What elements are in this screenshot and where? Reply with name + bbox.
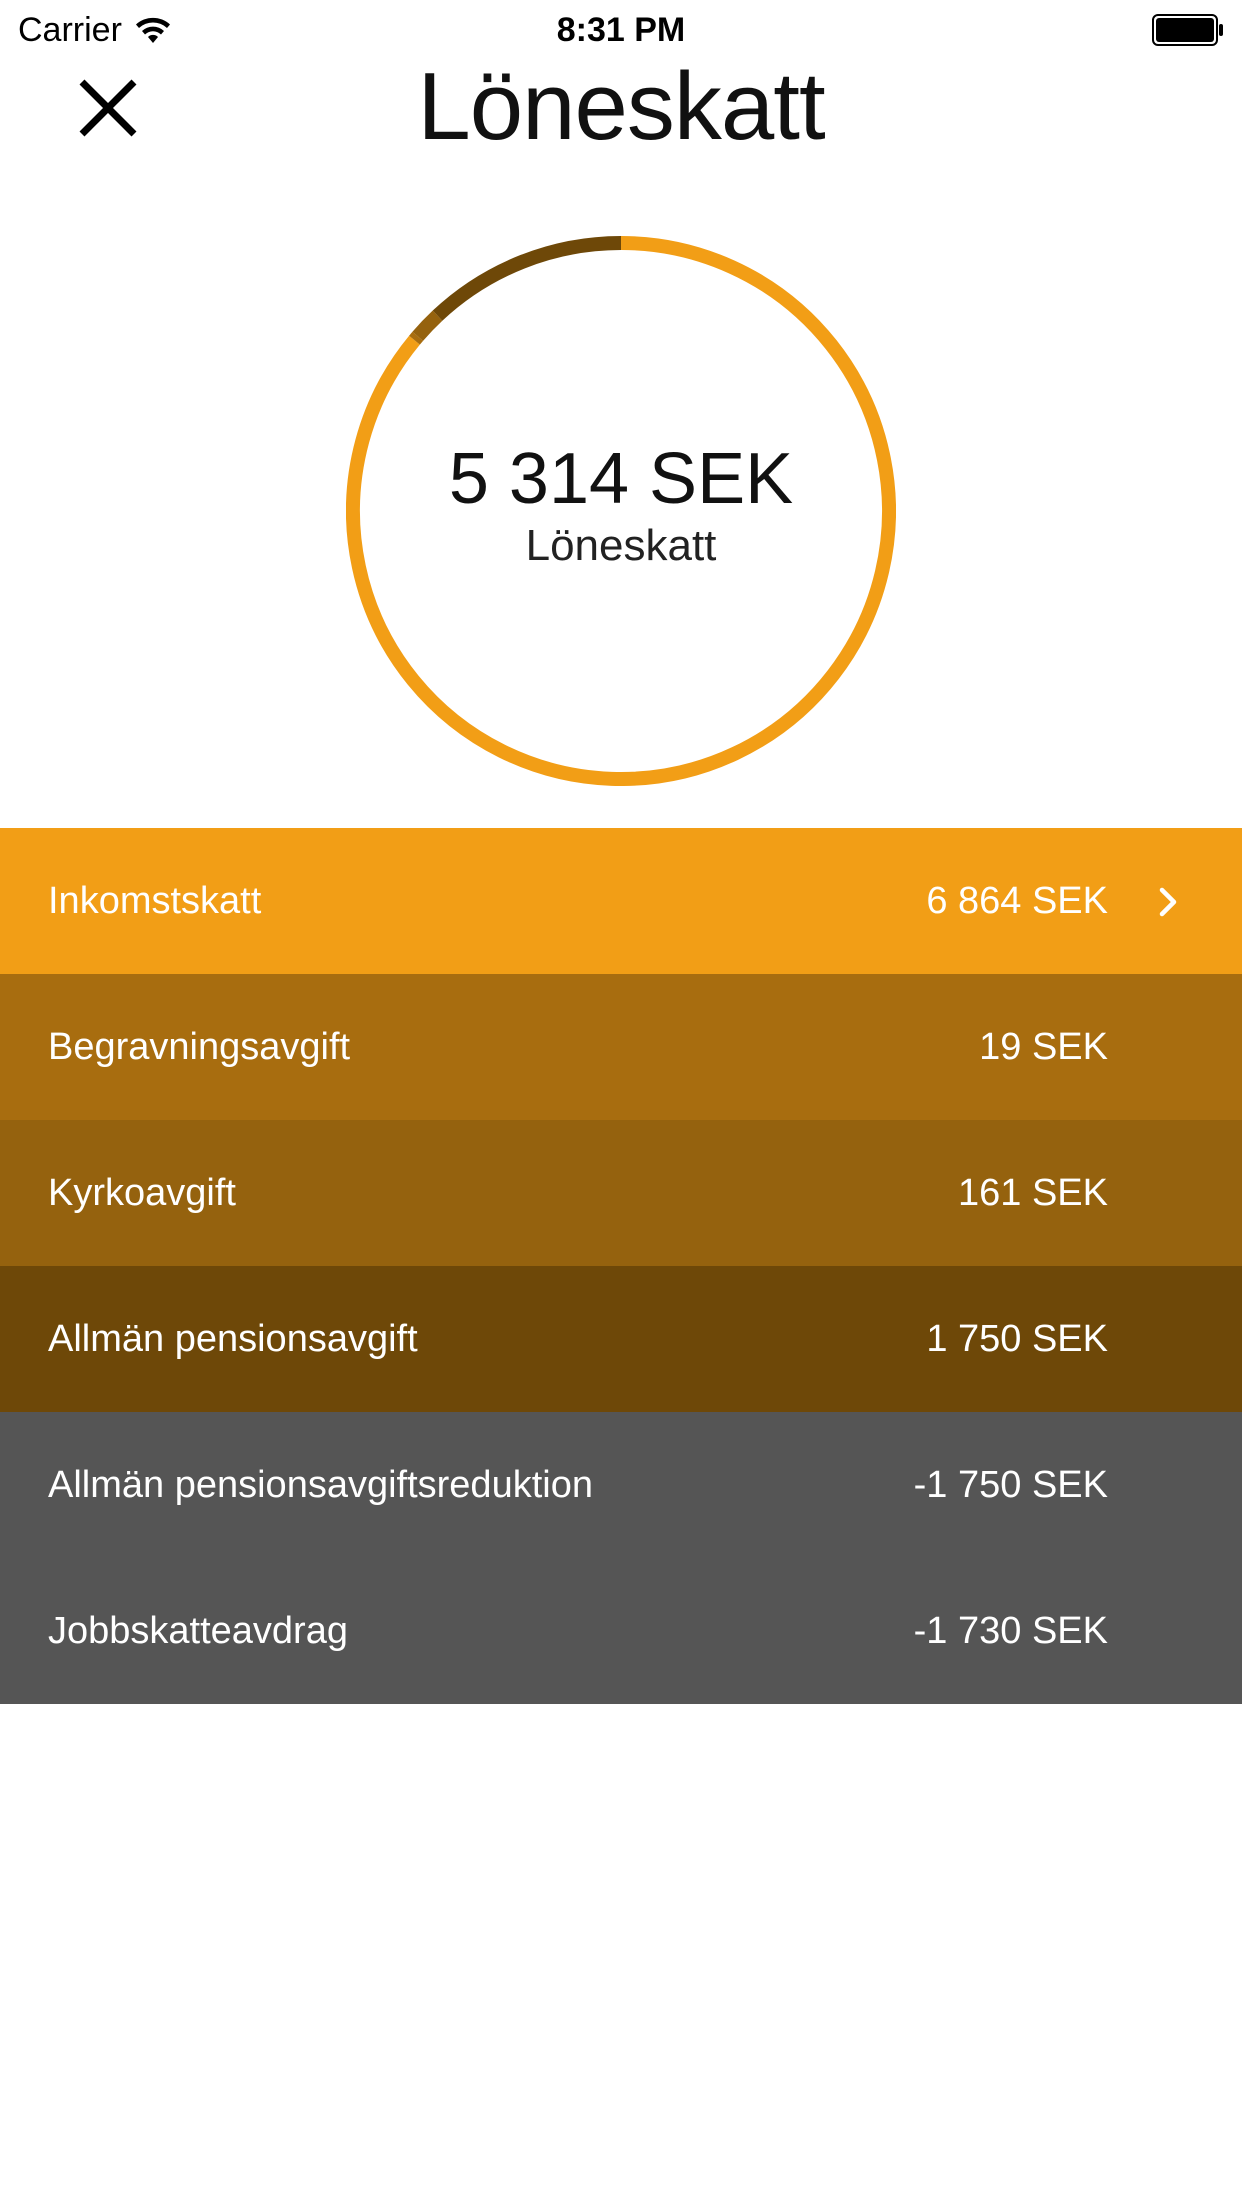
row-label: Jobbskatteavdrag: [48, 1610, 348, 1652]
chevron-right-icon: [1158, 886, 1180, 918]
row-value: 19 SEK: [979, 1026, 1108, 1068]
total-label: Löneskatt: [525, 521, 717, 570]
row-value: -1 750 SEK: [913, 1464, 1108, 1506]
total-amount: 5 314 SEK: [448, 439, 794, 519]
row-label: Begravningsavgift: [48, 1026, 351, 1068]
battery-icon: [1152, 14, 1224, 46]
breakdown-list: [0, 828, 1242, 1704]
row-label: Allmän pensionsavgift: [48, 1318, 418, 1360]
row-value: 1 750 SEK: [926, 1318, 1108, 1360]
row-value: -1 730 SEK: [913, 1610, 1108, 1652]
row-value: 6 864 SEK: [926, 880, 1108, 922]
breakdown-row: [0, 1120, 1242, 1266]
donut-center: [346, 236, 896, 786]
row-label: Inkomstskatt: [48, 880, 262, 922]
row-value: 161 SEK: [958, 1172, 1108, 1214]
breakdown-row: [0, 974, 1242, 1120]
breakdown-row: [0, 1412, 1242, 1558]
page-title: Löneskatt: [417, 53, 825, 160]
carrier-label: Carrier: [18, 11, 122, 49]
breakdown-row: [0, 1266, 1242, 1412]
status-bar: [0, 0, 1242, 60]
row-label: Allmän pensionsavgiftsreduktion: [48, 1464, 593, 1506]
status-time: 8:31 PM: [556, 11, 686, 49]
row-label: Kyrkoavgift: [48, 1172, 236, 1214]
breakdown-row: [0, 1558, 1242, 1704]
breakdown-row[interactable]: [0, 828, 1242, 974]
